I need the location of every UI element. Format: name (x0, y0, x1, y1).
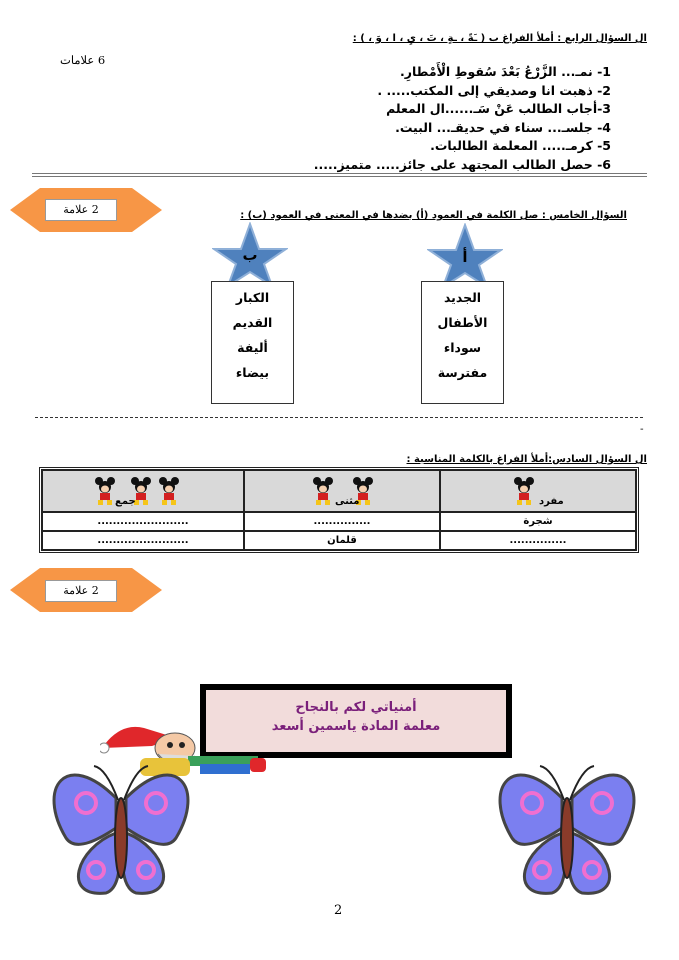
col-b-item[interactable]: أليفة (237, 340, 268, 355)
section-divider (35, 417, 643, 418)
col-a-item[interactable]: سوداء (443, 340, 482, 355)
col-a-item[interactable]: مفترسة (437, 365, 488, 380)
q6-table (39, 467, 639, 553)
mickey-icon (514, 476, 534, 506)
col-b-box (211, 281, 294, 404)
closing-line-1: أمنياتي لكم بالنجاح (295, 700, 417, 715)
q4-line: 4- جلسـ... سناء في حديقـ... البيت. (395, 119, 611, 135)
mickey-icon (313, 476, 333, 506)
q4-line: 2- ذهبت انا وصديقي إلى المكتب..... . (377, 82, 611, 98)
butterfly-left-icon (46, 758, 196, 906)
col-a-item[interactable]: الأطفال (437, 315, 488, 330)
dash-mark: - (640, 424, 644, 435)
header-singular (440, 470, 636, 512)
col-b-item[interactable]: القديم (232, 315, 273, 330)
q6-cell[interactable]: شجرة (440, 512, 636, 531)
closing-line-2: معلمة المادة ياسمين أسعد (271, 719, 441, 734)
col-a-label: أ (462, 248, 468, 266)
q4-line: 5- كرمـ..... المعلمة الطالبات. (430, 138, 611, 154)
header-dual-label: مثنى (334, 496, 360, 507)
q4-lines (231, 63, 611, 175)
header-plural (42, 470, 244, 512)
header-singular-label: مفرد (538, 496, 564, 507)
q4-title: ال السؤال الرابع : أملأ الفراغ ب ( ـَةً ، ـةٍ ، تَ ، يِ ، ا ، وَ ، ) : (352, 33, 647, 44)
col-b-item[interactable]: الكبار (235, 290, 270, 305)
q4-line: 1- نمـ... الزَّرْعُ بَعْدَ سُقوطِ الْأَمْطارِ. (400, 64, 611, 79)
mickey-icon (159, 476, 179, 506)
header-plural-label: جمع (115, 496, 136, 507)
q4-line: 6- حصل الطالب المجتهد على جائز..... متميز..... (313, 156, 611, 172)
section-divider (32, 173, 647, 177)
col-a-box (421, 281, 504, 404)
q6-cell[interactable]: قلمان (244, 531, 440, 550)
col-a-item[interactable]: الجديد (443, 290, 482, 305)
q5-marks: 2 علامة (45, 199, 117, 221)
q6-cell[interactable]: ........................ (42, 512, 244, 531)
q6-title: ال السؤال السادس:أملأ الفراغ بالكلمة المناسبة : (406, 454, 647, 465)
header-dual (244, 470, 440, 512)
q5-title: السؤال الخامس : صل الكلمة في العمود (أ) بضدها في المعنى في العمود (ب) : (240, 210, 627, 221)
q4-line: 3-أجاب الطالب عَنْ سَـ......ال المعلم (386, 101, 611, 117)
col-b-label: ب (242, 246, 258, 264)
mickey-icon (95, 476, 115, 506)
q6-marks: 2 علامة (45, 580, 117, 602)
q6-cell[interactable]: ............... (440, 531, 636, 550)
q6-cell[interactable]: ............... (244, 512, 440, 531)
q4-marks: 6 علامات (60, 53, 106, 67)
col-b-item[interactable]: بيضاء (235, 365, 270, 380)
butterfly-right-icon (492, 758, 642, 906)
q6-cell[interactable]: ........................ (42, 531, 244, 550)
page-number: 2 (334, 903, 343, 918)
